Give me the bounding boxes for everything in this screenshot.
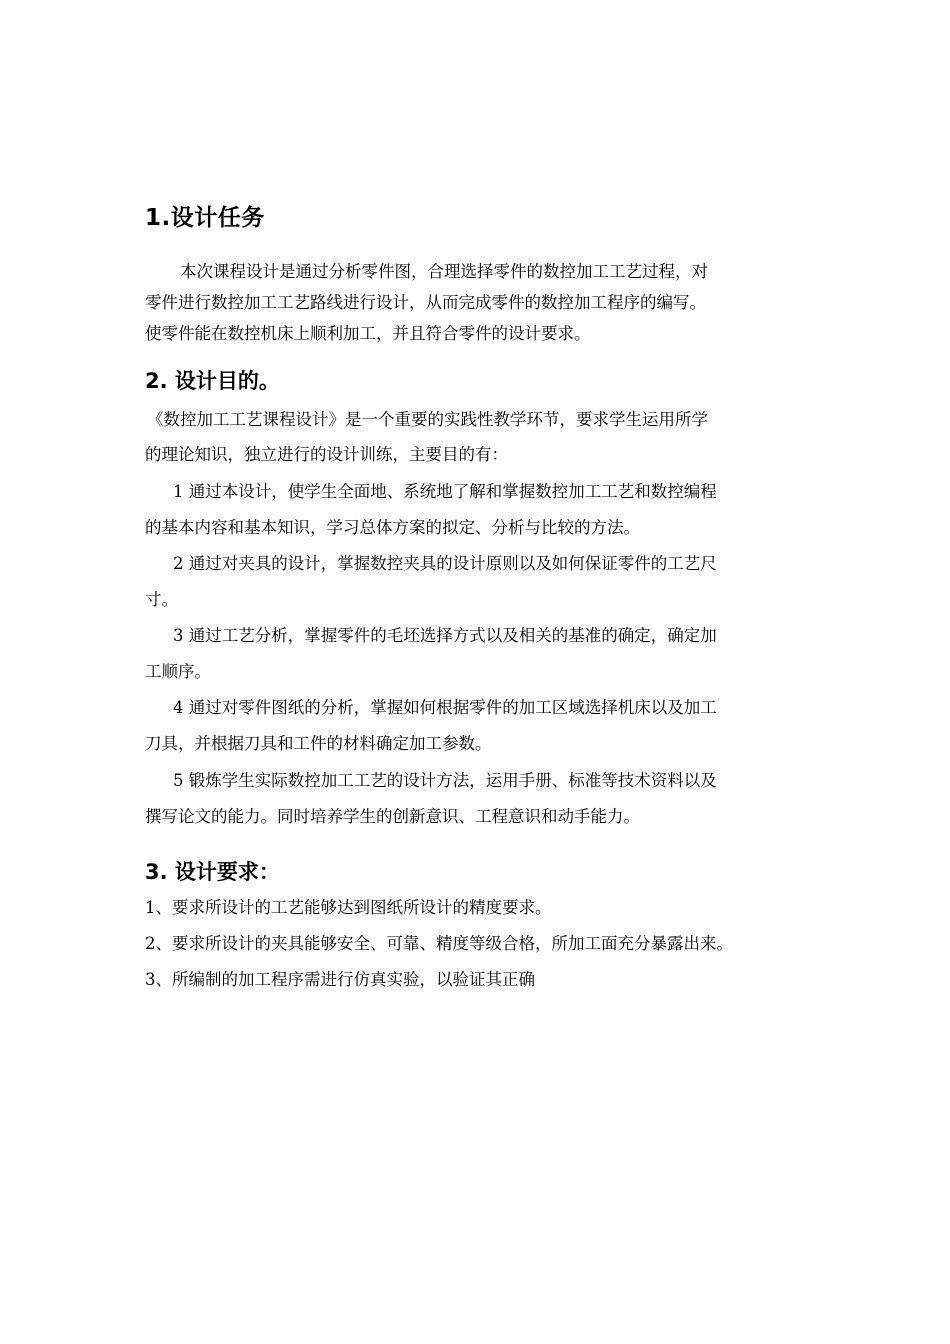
section1-line-2: 零件进行数控加工工艺路线进行设计，从而完成零件的数控加工程序的编写。	[145, 293, 706, 312]
section2-item-3	[145, 618, 810, 690]
section2-intro-line-1: 《数控加工工艺课程设计》是一个重要的实践性教学环节，要求学生运用所学	[147, 410, 708, 429]
requirement-item-3: 3、所编制的加工程序需进行仿真实验，以验证其正确	[145, 970, 535, 989]
section2-item-3-line-1: 3 通过工艺分析，掌握零件的毛坯选择方式以及相关的基准的确定，确定加	[173, 626, 717, 645]
section1-line-3: 使零件能在数控机床上顺利加工，并且符合零件的设计要求。	[145, 324, 591, 343]
requirement-item-2: 2、要求所设计的夹具能够安全、可靠、精度等级合格，所加工面充分暴露出来。	[145, 934, 733, 953]
requirement-item-1: 1、要求所设计的工艺能够达到图纸所设计的精度要求。	[145, 898, 552, 917]
section3-heading: 3. 设计要求：	[145, 860, 280, 884]
section2-item-5	[145, 763, 810, 835]
section2-item-2-line-1: 2 通过对夹具的设计，掌握数控夹具的设计原则以及如何保证零件的工艺尺	[173, 554, 717, 573]
section2-intro-line-2: 的理论知识，独立进行的设计训练，主要目的有：	[145, 445, 508, 464]
section1-heading: 1.设计任务	[145, 205, 265, 231]
section2-item-5-line-1: 5 锻炼学生实际数控加工工艺的设计方法，运用手册、标准等技术资料以及	[173, 771, 717, 790]
section2-intro	[145, 402, 810, 472]
section2-item-1-line-1: 1 通过本设计，使学生全面地、系统地了解和掌握数控加工工艺和数控编程	[173, 482, 717, 501]
section2-item-3-line-2: 工顺序。	[145, 662, 211, 681]
section1-line-1: 本次课程设计是通过分析零件图，合理选择零件的数控加工工艺过程，对	[180, 262, 708, 281]
section2-item-5-line-2: 撰写论文的能力。同时培养学生的创新意识、工程意识和动手能力。	[145, 807, 640, 826]
section2-item-2	[145, 546, 810, 618]
section2-item-2-line-2: 寸。	[145, 590, 178, 609]
section2-item-4-line-1: 4 通过对零件图纸的分析，掌握如何根据零件的加工区域选择机床以及加工	[173, 698, 717, 717]
section2-item-1-line-2: 的基本内容和基本知识，学习总体方案的拟定、分析与比较的方法。	[145, 518, 640, 537]
section2-item-4-line-2: 刀具，并根据刀具和工件的材料确定加工参数。	[145, 734, 492, 753]
section2-item-1	[145, 474, 810, 546]
section2-item-4	[145, 690, 810, 762]
section1-body	[145, 256, 810, 349]
section2-heading: 2. 设计目的。	[145, 369, 280, 393]
